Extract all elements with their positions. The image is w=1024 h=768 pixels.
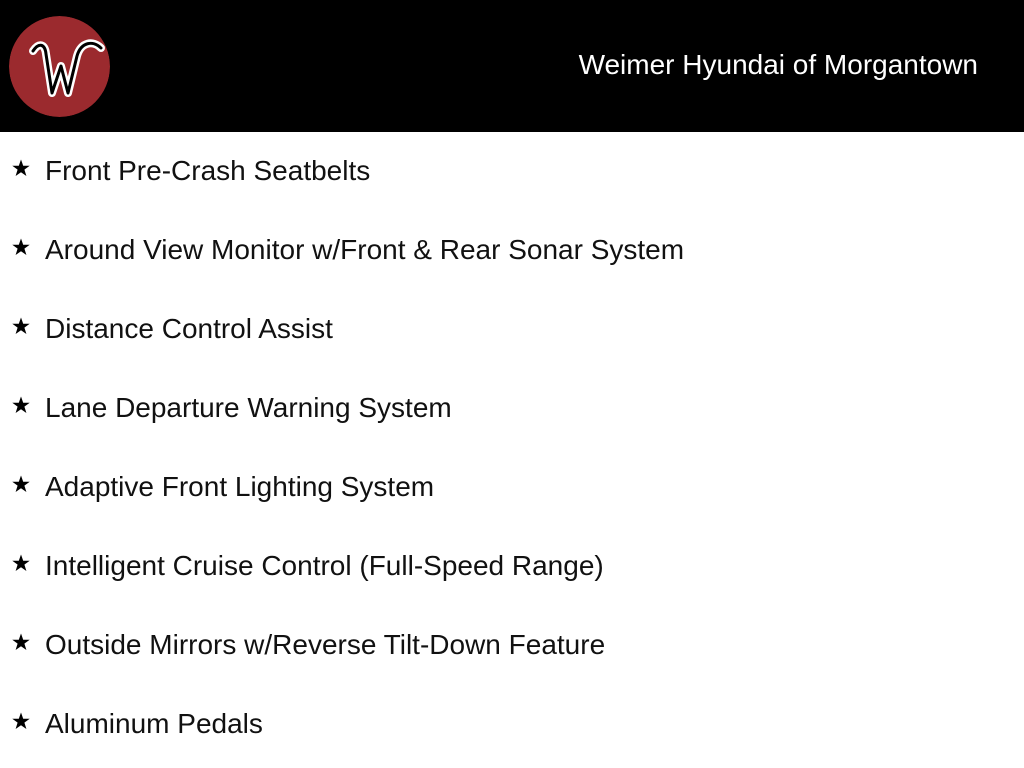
feature-label: Intelligent Cruise Control (Full-Speed Range) — [45, 550, 604, 581]
feature-label: Outside Mirrors w/Reverse Tilt-Down Feature — [45, 629, 606, 660]
feature-label: Adaptive Front Lighting System — [45, 471, 435, 502]
feature-item — [0, 290, 1024, 369]
star-icon — [10, 315, 32, 337]
feature-list — [0, 132, 1024, 764]
feature-label: Lane Departure Warning System — [45, 392, 452, 423]
feature-label: Aluminum Pedals — [45, 708, 263, 739]
star-icon — [10, 236, 32, 258]
dealer-name: Weimer Hyundai of Morgantown — [578, 49, 978, 80]
feature-label: Around View Monitor w/Front & Rear Sonar System — [45, 234, 685, 265]
star-icon — [10, 157, 32, 179]
feature-item — [0, 132, 1024, 211]
feature-item — [0, 527, 1024, 606]
feature-item — [0, 369, 1024, 448]
star-icon — [10, 631, 32, 653]
feature-item — [0, 606, 1024, 685]
star-icon — [10, 473, 32, 495]
star-icon — [10, 552, 32, 574]
feature-item — [0, 448, 1024, 527]
feature-item — [0, 685, 1024, 764]
feature-item — [0, 211, 1024, 290]
feature-label: Front Pre-Crash Seatbelts — [45, 155, 371, 186]
feature-label: Distance Control Assist — [45, 313, 333, 344]
star-icon — [10, 394, 32, 416]
page-header — [0, 0, 1024, 132]
weimer-logo-icon — [9, 16, 110, 117]
star-icon — [10, 710, 32, 732]
